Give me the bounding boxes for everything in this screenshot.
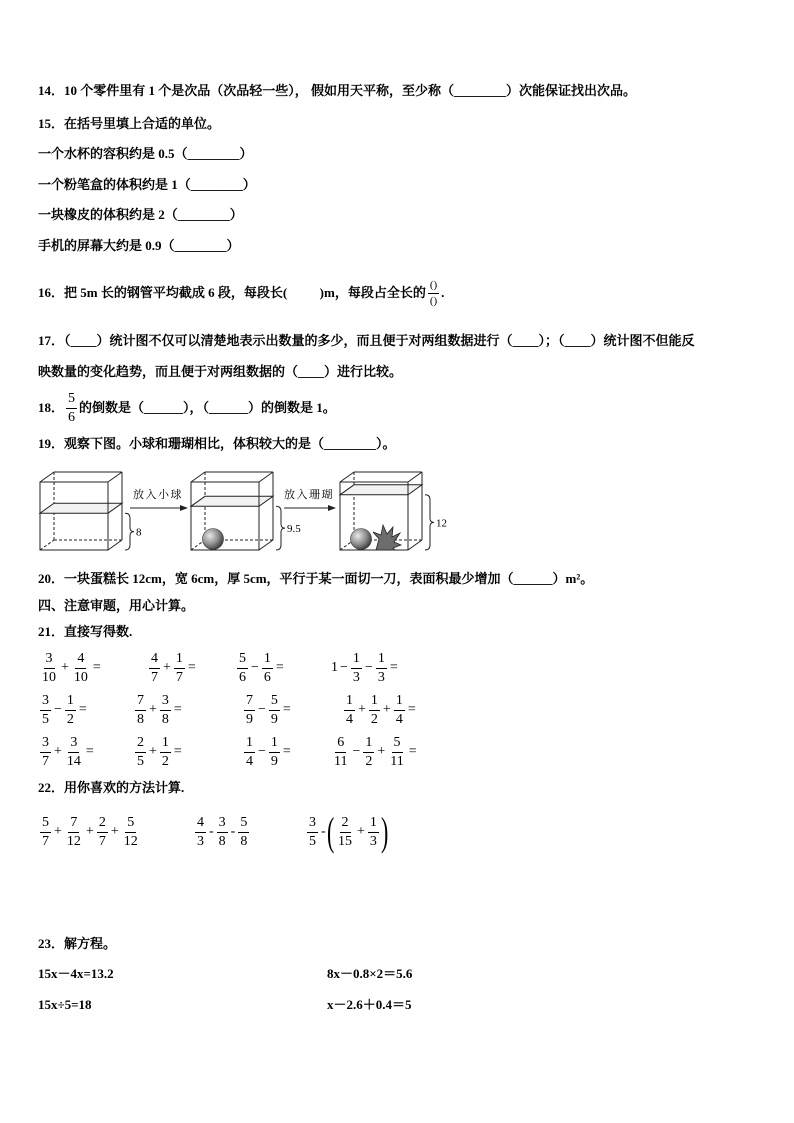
height-brace (125, 513, 134, 550)
equals-sign: = (408, 744, 417, 759)
fraction (307, 815, 318, 850)
fraction (40, 651, 58, 686)
parenthesis: ) (380, 809, 389, 854)
fraction (369, 693, 380, 728)
equals-sign: = (85, 744, 94, 759)
water-level-label: 12 (436, 517, 447, 530)
expression (305, 809, 389, 854)
question-19: 19．观察下图。小球和珊瑚相比，体积较大的是（________）。 (38, 436, 396, 451)
section-title: 四、注意审题，用心计算。 (38, 598, 195, 613)
expression (330, 732, 418, 772)
denominator: 7 (98, 833, 106, 849)
numerator: 1 (394, 693, 405, 711)
expression (242, 732, 292, 772)
numerator: 2 (97, 815, 108, 833)
denominator: 8 (240, 833, 248, 849)
expression (38, 690, 88, 730)
expression (38, 732, 95, 772)
numerator: 3 (307, 815, 318, 833)
fraction (135, 735, 146, 770)
denominator: 2 (66, 711, 74, 727)
numerator: 7 (135, 693, 146, 711)
fraction (244, 693, 255, 728)
water-surface (191, 496, 273, 506)
denominator: 4 (346, 711, 353, 727)
equals-sign: = (282, 702, 291, 717)
operator: + (377, 744, 386, 759)
denominator: 11 (390, 753, 404, 769)
fraction (394, 693, 405, 728)
fraction-blank (428, 279, 439, 308)
numerator: 1 (376, 651, 387, 669)
question-17-line-1: 17．（____）统计图不仅可以清楚地表示出数量的多少，而且便于对两组数据进行（____）；（____）统计图不但能反 (38, 333, 695, 348)
denominator: 14 (66, 753, 81, 769)
numerator: 1 (65, 693, 76, 711)
equals-sign: = (389, 660, 398, 675)
denominator: 9 (270, 753, 278, 769)
numerator: 2 (135, 735, 146, 753)
operator: − (258, 744, 266, 759)
ball (351, 529, 372, 550)
denominator: 2 (161, 753, 169, 769)
denominator: 5 (309, 833, 316, 849)
numerator: 1 (351, 651, 362, 669)
equals-sign: = (282, 744, 291, 759)
operator: + (54, 744, 62, 759)
coral (373, 525, 401, 550)
fraction (376, 651, 387, 686)
numerator: 1 (174, 651, 185, 669)
denominator: 7 (42, 753, 49, 769)
water-level-label: 8 (136, 526, 142, 539)
operator: + (149, 744, 157, 759)
equals-sign: = (275, 660, 284, 675)
denominator: 4 (395, 711, 403, 727)
equals-sign: = (173, 744, 182, 759)
question-16 (38, 275, 444, 311)
numerator: 5 (392, 735, 403, 753)
numerator: 5 (238, 815, 249, 833)
numerator: 3 (217, 815, 228, 833)
tank-edge (108, 472, 122, 482)
number: 1 (331, 660, 338, 675)
tank-hidden-edge (40, 540, 54, 550)
ball (203, 529, 224, 550)
denominator: 3 (377, 669, 385, 685)
water-surface (40, 503, 122, 513)
fraction (72, 651, 90, 686)
question-14: 14．10 个零件里有 1 个是次品（次品轻一些）， 假如用天平称，至少称（________）次能保证找出次品。 (38, 83, 637, 98)
operator: + (358, 702, 366, 717)
denominator: 6 (68, 409, 76, 425)
height-brace (276, 506, 285, 550)
arrow-head (180, 505, 188, 511)
denominator: 15 (338, 833, 352, 849)
fraction (160, 693, 171, 728)
fraction (66, 391, 77, 426)
numerator: 4 (75, 651, 86, 669)
fraction (332, 735, 349, 770)
fraction (363, 735, 374, 770)
fraction (244, 735, 255, 770)
operator: − (340, 660, 348, 675)
operator: + (163, 660, 171, 675)
denominator: 7 (42, 833, 49, 849)
tank-edge (259, 472, 273, 482)
fraction (160, 735, 171, 770)
denominator: 8 (137, 711, 144, 727)
operator: - (321, 824, 326, 839)
expression (342, 690, 417, 730)
denominator: 5 (137, 753, 144, 769)
denominator: 8 (218, 833, 226, 849)
equals-sign: = (407, 702, 416, 717)
fraction (388, 735, 405, 770)
height-brace (425, 495, 434, 550)
expression (242, 690, 292, 730)
denominator: 10 (42, 669, 56, 685)
operator: + (357, 824, 365, 839)
numerator: 5 (269, 693, 280, 711)
fraction (65, 815, 83, 850)
numerator: 4 (149, 651, 160, 669)
question-16-end: . (441, 285, 445, 300)
numerator: 7 (68, 815, 79, 833)
operator: − (364, 660, 373, 675)
tank-edge (408, 540, 422, 550)
operator: − (251, 660, 259, 675)
arrow-label: 放入小球 (133, 489, 183, 501)
denominator: 7 (175, 669, 183, 685)
denominator: 11 (334, 753, 348, 769)
fraction (269, 693, 280, 728)
tank-edge (191, 472, 205, 482)
tank-edge (108, 540, 122, 550)
water-tank-figure (30, 460, 460, 556)
numerator: 5 (40, 815, 51, 833)
question-18-text: 的倒数是（______），（______）的倒数是 1。 (79, 400, 336, 415)
fraction (149, 651, 160, 686)
tank-edge (408, 472, 422, 482)
numerator: () (428, 279, 439, 294)
operator: + (85, 824, 94, 839)
denominator: 2 (370, 711, 378, 727)
numerator: 5 (237, 651, 248, 669)
numerator: 7 (244, 693, 255, 711)
fraction (174, 651, 185, 686)
numerator: 5 (125, 815, 136, 833)
numerator: 3 (68, 735, 79, 753)
denominator: 3 (369, 833, 377, 849)
operator: + (382, 702, 391, 717)
operator: - (209, 824, 214, 839)
denominator: 5 (42, 711, 49, 727)
denominator: 9 (270, 711, 278, 727)
denominator: 10 (73, 669, 88, 685)
question-15-item: 手机的屏幕大约是 0.9（________） (38, 238, 240, 253)
equals-sign: = (187, 660, 196, 675)
expression (38, 648, 102, 688)
parenthesis: ( (326, 809, 335, 854)
expression (38, 812, 142, 852)
equation: 15x÷5=18 (38, 997, 92, 1012)
denominator: 9 (246, 711, 253, 727)
expression (133, 690, 183, 730)
denominator: () (429, 294, 438, 307)
numerator: 1 (368, 815, 379, 833)
question-15-item: 一个水杯的容积约是 0.5（________） (38, 146, 253, 161)
denominator: 6 (263, 669, 271, 685)
question-22-title: 22．用你喜欢的方法计算. (38, 780, 185, 795)
question-15-item: 一块橡皮的体积约是 2（________） (38, 207, 243, 222)
expression (133, 732, 183, 772)
question-21-title: 21．直接写得数. (38, 624, 133, 639)
fraction (217, 815, 228, 850)
operator: − (258, 702, 266, 717)
numerator: 3 (40, 735, 51, 753)
fraction (344, 693, 355, 728)
numerator: 4 (195, 815, 206, 833)
numerator: 1 (369, 693, 380, 711)
fraction (40, 693, 51, 728)
denominator: 7 (151, 669, 158, 685)
fraction (65, 693, 76, 728)
expression (235, 648, 285, 688)
denominator: 12 (66, 833, 81, 849)
tank-edge (259, 540, 273, 550)
question-16-text: 16．把 5m 长的钢管平均截成 6 段，每段长( )m，每段占全长的 (38, 285, 426, 300)
denominator: 12 (123, 833, 138, 849)
question-18 (38, 390, 336, 426)
equation: 15x－4x=13.2 (38, 966, 114, 981)
question-15-title: 15．在括号里填上合适的单位。 (38, 116, 221, 131)
equation: x－2.6＋0.4＝5 (327, 997, 412, 1012)
fraction (40, 735, 51, 770)
question-20: 20．一块蛋糕长 12cm，宽 6cm，厚 5cm，平行于某一面切一刀，表面积最少增加（______）m²。 (38, 571, 594, 586)
equals-sign: = (173, 702, 182, 717)
numerator: 5 (66, 391, 77, 409)
question-17-line-2: 映数量的变化趋势，而且便于对两组数据的（____）进行比较。 (38, 364, 403, 379)
numerator: 1 (244, 735, 255, 753)
numerator: 3 (160, 693, 171, 711)
equals-sign: = (92, 660, 101, 675)
numerator: 1 (363, 735, 374, 753)
expression (193, 812, 251, 852)
numerator: 6 (335, 735, 346, 753)
tank-edge (40, 472, 54, 482)
equation: 8x－0.8×2＝5.6 (327, 966, 413, 981)
fraction (368, 815, 379, 850)
denominator: 2 (365, 753, 373, 769)
operator: - (230, 824, 236, 839)
fraction (195, 815, 206, 850)
numerator: 1 (269, 735, 280, 753)
fraction (237, 651, 248, 686)
operator: + (149, 702, 157, 717)
denominator: 8 (161, 711, 169, 727)
tank-edge (340, 472, 354, 482)
numerator: 1 (160, 735, 171, 753)
operator: + (110, 824, 119, 839)
fraction (351, 651, 362, 686)
fraction (262, 651, 273, 686)
water-surface (340, 485, 422, 495)
numerator: 1 (262, 651, 273, 669)
numerator: 3 (44, 651, 55, 669)
denominator: 3 (352, 669, 360, 685)
operator: + (54, 824, 62, 839)
fraction (336, 815, 354, 850)
fraction (97, 815, 108, 850)
operator: − (352, 744, 361, 759)
denominator: 3 (197, 833, 204, 849)
expression (330, 648, 399, 688)
denominator: 4 (246, 753, 253, 769)
question-15-item: 一个粉笔盒的体积约是 1（________） (38, 177, 256, 192)
operator: − (54, 702, 62, 717)
fraction (40, 815, 51, 850)
fraction (65, 735, 83, 770)
question-18-label: 18． (38, 400, 65, 415)
numerator: 3 (40, 693, 51, 711)
water-level-label: 9.5 (287, 523, 301, 536)
fraction (238, 815, 249, 850)
fraction (122, 815, 140, 850)
arrow-label: 放入珊瑚 (284, 489, 334, 501)
fraction (269, 735, 280, 770)
arrow-head (328, 505, 336, 511)
equals-sign: = (78, 702, 87, 717)
numerator: 2 (340, 815, 351, 833)
denominator: 6 (239, 669, 246, 685)
operator: + (61, 660, 69, 675)
question-23-title: 23．解方程。 (38, 936, 117, 951)
fraction (135, 693, 146, 728)
expression (147, 648, 197, 688)
numerator: 1 (344, 693, 355, 711)
